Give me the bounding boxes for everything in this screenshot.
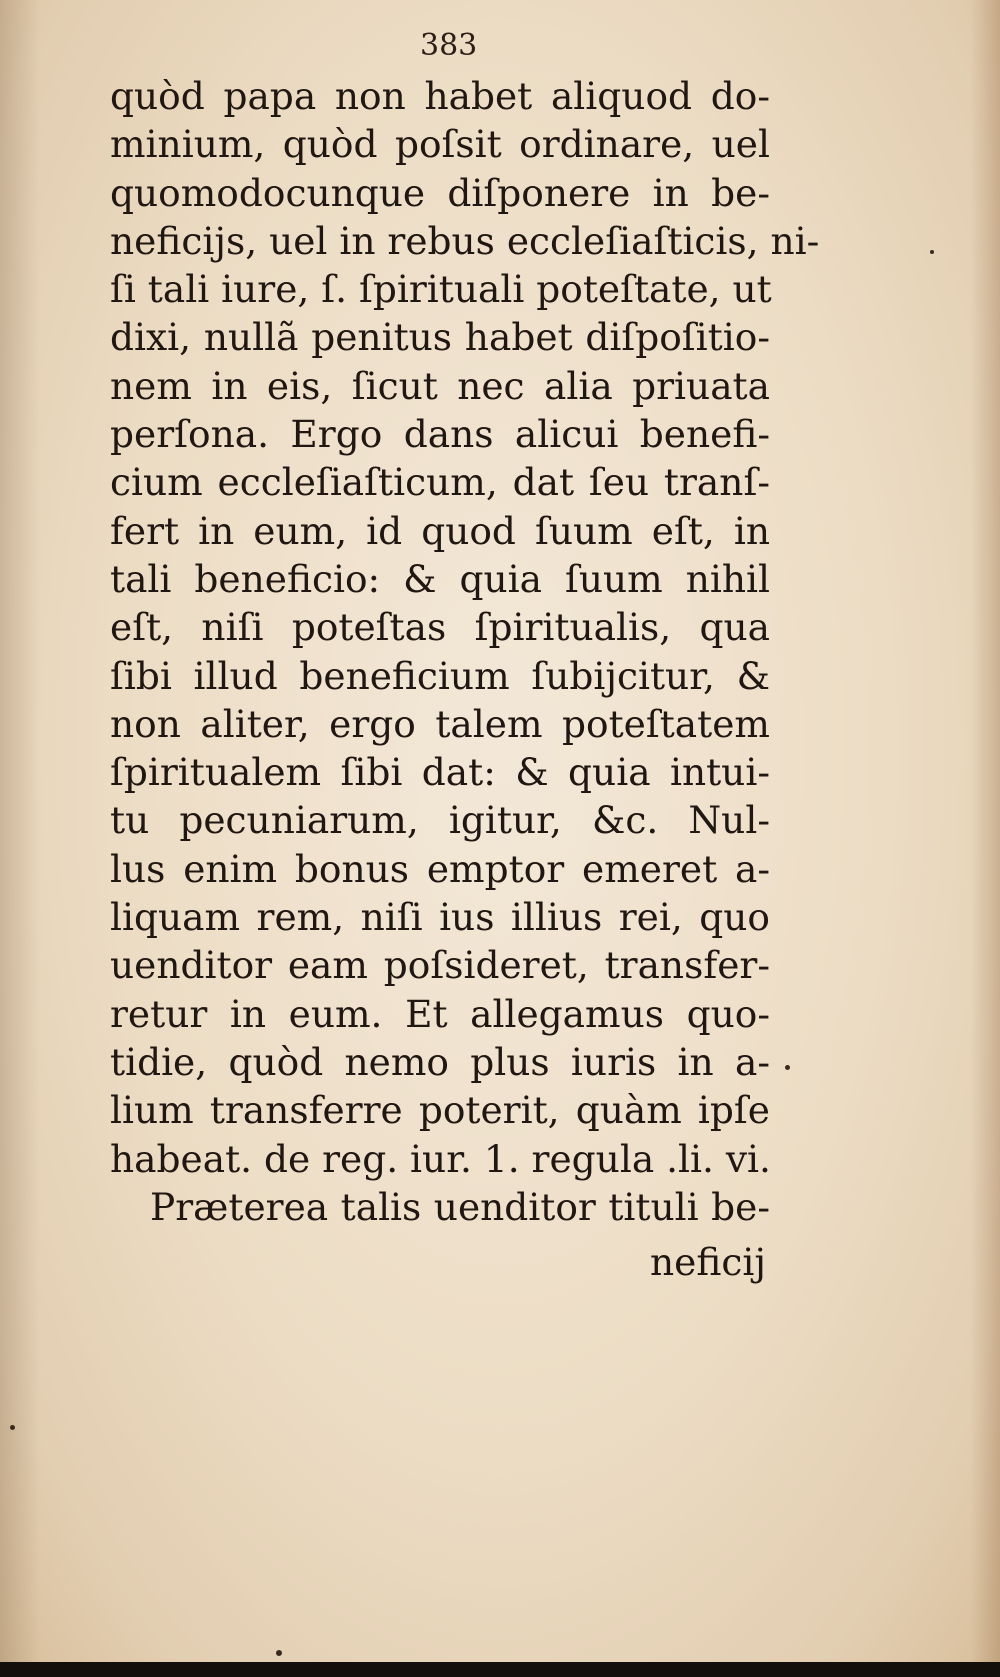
text-line: tali beneficio: & quia ſuum nihil	[110, 556, 770, 601]
ink-speck	[785, 1065, 790, 1070]
ink-speck	[930, 250, 934, 254]
text-line: dixi, nullã penitus habet diſpoſitio-	[110, 315, 770, 360]
text-line: minium, quòd poſsit ordinare, uel	[110, 122, 770, 167]
text-line: cium eccleſiaſticum, dat ſeu tranſ-	[110, 460, 770, 505]
text-line: liquam rem, niſi ius illius rei, quo	[110, 895, 770, 940]
text-line: quòd papa non habet aliquod do-	[110, 74, 770, 118]
text-line: perſona. Ergo dans alicui benefi-	[110, 412, 770, 457]
text-line: fert in eum, id quod ſuum eſt, in	[110, 508, 770, 553]
text-line: ſibi illud beneficium ſubijcitur, &	[110, 653, 770, 698]
text-line: non aliter, ergo talem poteſtatem	[110, 701, 770, 746]
text-line: Præterea talis uenditor tituli be-	[150, 1184, 770, 1229]
catchword: neficij	[650, 1240, 766, 1284]
text-line: habeat. de reg. iur. 1. regula .li. vi.	[110, 1136, 771, 1181]
ink-speck	[276, 1650, 282, 1656]
text-line: ſpiritualem ſibi dat: & quia intui-	[110, 750, 770, 795]
ink-speck	[10, 1425, 15, 1430]
page-number: 383	[420, 28, 478, 63]
body-text	[110, 72, 820, 1231]
text-line: tu pecuniarum, igitur, &c. Nul-	[110, 798, 770, 843]
text-line: retur in eum. Et allegamus quo-	[110, 991, 770, 1036]
book-edge	[0, 1662, 1000, 1677]
text-line: neficijs, uel in rebus eccleſiaſticis, ni-	[110, 218, 820, 263]
text-line: ſi tali iure, ſ. ſpirituali poteſtate, ut	[110, 267, 772, 312]
text-line: quomodocunque diſponere in be-	[110, 170, 770, 215]
text-line: uenditor eam poſsideret, transfer-	[110, 943, 770, 988]
text-line: nem in eis, ſicut nec alia priuata	[110, 363, 770, 408]
text-line: eſt, niſi poteſtas ſpiritualis, qua	[110, 605, 770, 650]
text-line: lus enim bonus emptor emeret a-	[110, 846, 770, 891]
text-line: tidie, quòd nemo plus iuris in a-	[110, 1039, 770, 1084]
text-line: lium transferre poterit, quàm ipſe	[110, 1088, 770, 1133]
